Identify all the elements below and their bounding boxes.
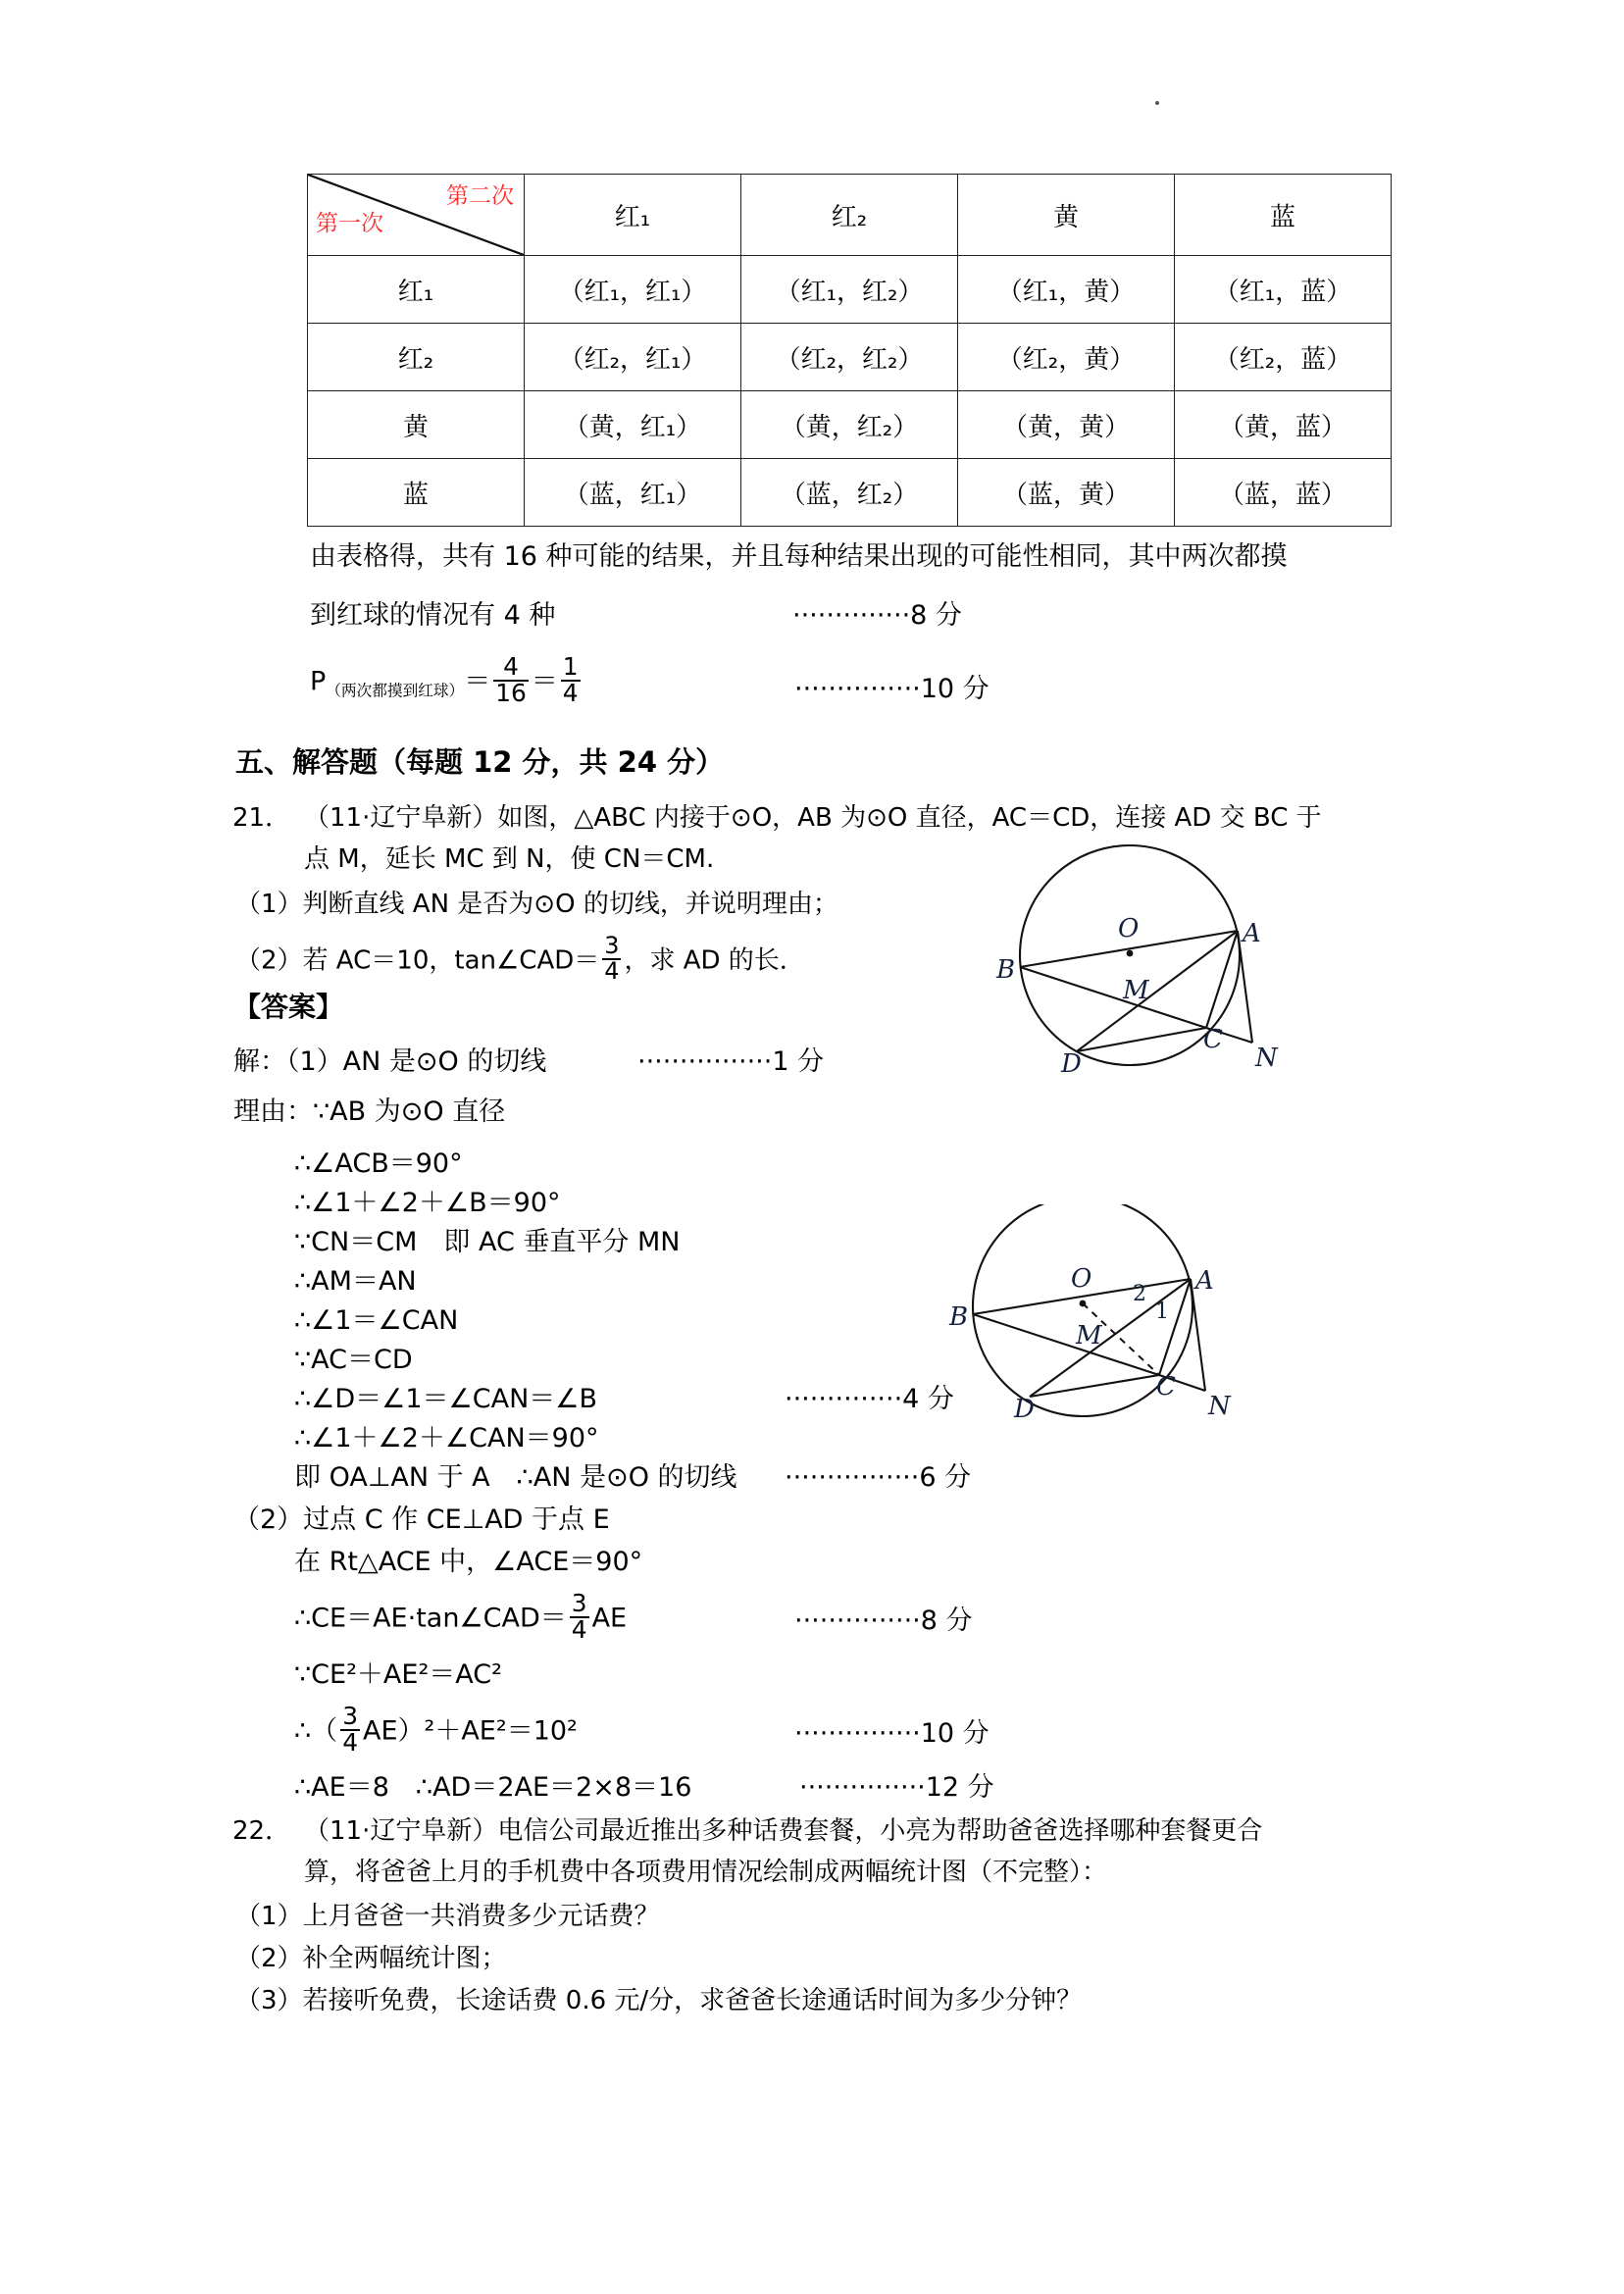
solution-line-dots: ··············4 分 (785, 1384, 954, 1414)
solution-line: ∴∠ACB＝90° (294, 1148, 463, 1179)
fraction-denominator: 4 (562, 678, 579, 707)
label-D: D (1014, 1395, 1035, 1424)
probability-p: P (310, 666, 327, 697)
problem-21-sub-1: （1）判断直线 AN 是否为⊙O 的切线，并说明理由； (235, 890, 838, 919)
table-row-header: 红₂ (308, 324, 525, 391)
fraction-numerator: 3 (571, 1589, 587, 1617)
probability-equals-2: ＝ (531, 666, 558, 697)
sub-2-post: ，求 AD 的长． (624, 945, 805, 976)
segment-AN (1191, 1279, 1205, 1391)
table-cell: （红₂，红₁） (525, 324, 741, 391)
solution-line: ∴∠D＝∠1＝∠CAN＝∠B (294, 1384, 598, 1414)
label-A: A (1195, 1266, 1214, 1296)
angle-label-2: 2 (1133, 1282, 1146, 1306)
fraction-numerator: 4 (503, 652, 519, 681)
segment-DC (1030, 1375, 1159, 1397)
fraction-denominator: 16 (495, 678, 527, 707)
table-cell: （黄，红₂） (741, 391, 958, 459)
table-cell: （黄，红₁） (525, 391, 741, 459)
fraction-denominator: 4 (571, 1614, 587, 1644)
table-cell: （黄，蓝） (1175, 391, 1392, 459)
table-cell: （红₂，红₂） (741, 324, 958, 391)
label-C: C (1156, 1372, 1176, 1402)
solution-line: ∴∠1＋∠2＋∠B＝90° (294, 1188, 561, 1218)
table-cell: （蓝，蓝） (1175, 459, 1392, 527)
calc-line-substitute-dots: ···············10 分 (794, 1718, 990, 1749)
conclusion-line-2: 到红球的情况有 4 种 (310, 600, 556, 631)
solution-line: （2）过点 C 作 CE⊥AD 于点 E (233, 1504, 610, 1535)
table-cell: （黄，黄） (958, 391, 1175, 459)
solution-line: ∵CN＝CM 即 AC 垂直平分 MN (294, 1227, 681, 1257)
probability-dots: ···············10 分 (794, 674, 990, 704)
calc-sub-post: AE）²＋AE²＝10² (362, 1715, 578, 1747)
solution-line: ∵AC＝CD (294, 1345, 413, 1375)
problem-22-sub-1: （1）上月爸爸一共消费多少元话费？ (235, 1902, 660, 1931)
problem-21-sub-2 (235, 932, 805, 986)
solution-line: 解：（1）AN 是⊙O 的切线 (233, 1046, 547, 1077)
fraction-denominator: 4 (604, 956, 620, 985)
table-row (308, 391, 1392, 459)
calc-line-final-dots: ···············12 分 (799, 1772, 994, 1803)
fraction-numerator: 3 (342, 1702, 358, 1730)
calc-ce-pre: ∴CE＝AE·tan∠CAD＝ (294, 1603, 567, 1634)
label-B: B (996, 955, 1016, 985)
probability-equals-1: ＝ (464, 666, 491, 697)
table-cell: （红₁，红₂） (741, 256, 958, 324)
table-row (308, 324, 1392, 391)
table-cell: （红₂，蓝） (1175, 324, 1392, 391)
conclusion-line-1: 由表格得，共有 16 种可能的结果，并且每种结果出现的可能性相同，其中两次都摸 (310, 541, 1288, 572)
calc-line-ce-dots: ···············8 分 (794, 1606, 973, 1636)
solution-line: 理由：∵AB 为⊙O 直径 (233, 1096, 506, 1127)
label-O: O (1118, 914, 1140, 943)
problem-22-sub-2: （2）补全两幅统计图； (235, 1944, 507, 1973)
circle-diagram-2-svg (934, 1204, 1345, 1489)
table-col-header: 蓝 (1175, 175, 1392, 256)
table-cell: （红₁，黄） (958, 256, 1175, 324)
table-cell: （蓝，黄） (958, 459, 1175, 527)
center-point-dot (1127, 950, 1134, 957)
calc-line-substitute (294, 1702, 578, 1758)
table-cell: （蓝，红₂） (741, 459, 958, 527)
problem-21-stem-line-1: （11·辽宁阜新）如图，△ABC 内接于⊙O，AB 为⊙O 直径，AC＝CD，连接 AD 交 BC 于 (304, 803, 1322, 833)
solution-line: ∴AM＝AN (294, 1266, 417, 1297)
corner-second-label: 第二次 (446, 183, 514, 209)
calc-sub-pre: ∴（ (294, 1715, 338, 1747)
probability-fraction-1 (493, 652, 529, 707)
fraction-numerator: 3 (604, 932, 620, 959)
table-cell: （红₁，红₁） (525, 256, 741, 324)
label-B: B (949, 1302, 969, 1332)
table-col-header: 红₂ (741, 175, 958, 256)
probability-subscript: （两次都摸到红球） (326, 681, 465, 700)
problem-22-sub-3: （3）若接听免费，长途话费 0.6 元/分，求爸爸长途通话时间为多少分钟？ (235, 1986, 1083, 2015)
table-row-header: 黄 (308, 391, 525, 459)
calc-line-ce (294, 1589, 628, 1645)
outcome-table (307, 174, 1392, 527)
probability-fraction-2 (561, 652, 581, 707)
table-row-header: 红₁ (308, 256, 525, 324)
solution-line: ∴∠1＝∠CAN (294, 1305, 459, 1336)
corner-first-label: 第一次 (316, 211, 383, 236)
circle-diagram-2 (934, 1204, 1345, 1489)
calc-ce-post: AE (591, 1603, 628, 1634)
label-O: O (1071, 1264, 1092, 1294)
solution-line: 在 Rt△ACE 中，∠ACE＝90° (294, 1547, 643, 1577)
sub-2-pre: （2）若 AC＝10，tan∠CAD＝ (235, 945, 600, 976)
conclusion-line-2-dots: ··············8 分 (792, 600, 962, 631)
label-N: N (1208, 1392, 1231, 1421)
table-cell: （红₁，蓝） (1175, 256, 1392, 324)
table-col-header: 黄 (958, 175, 1175, 256)
section-heading: 五、解答题（每题 12 分，共 24 分） (235, 745, 725, 779)
table-col-header: 红₁ (525, 175, 741, 256)
label-M: M (1076, 1321, 1102, 1351)
label-C: C (1203, 1025, 1223, 1054)
circle-diagram-1 (961, 834, 1373, 1118)
label-N: N (1255, 1044, 1278, 1073)
label-M: M (1123, 976, 1149, 1005)
answer-tag: 【答案】 (233, 991, 344, 1023)
page-top-dot (1155, 101, 1159, 105)
calc-line-final: ∴AE＝8 ∴AD＝2AE＝2×8＝16 (294, 1772, 692, 1803)
problem-21-number: 21． (232, 803, 291, 833)
table-row (308, 256, 1392, 324)
calc-ce-fraction (570, 1589, 589, 1644)
problem-22-stem-line-2: 算，将爸爸上月的手机费中各项费用情况绘制成两幅统计图（不完整）： (304, 1858, 1108, 1887)
fraction-numerator: 1 (562, 652, 579, 681)
table-corner-cell (308, 175, 525, 256)
center-point-dot (1080, 1300, 1087, 1307)
table-row-header: 蓝 (308, 459, 525, 527)
solution-line: 即 OA⊥AN 于 A ∴AN 是⊙O 的切线 (294, 1462, 737, 1493)
problem-21-stem-line-2: 点 M，延长 MC 到 N，使 CN＝CM. (304, 844, 715, 874)
circle-diagram-1-svg (961, 834, 1373, 1118)
label-D: D (1061, 1049, 1082, 1079)
calc-line-pythagoras: ∵CE²＋AE²＝AC² (294, 1659, 502, 1690)
segment-AC (1159, 1279, 1191, 1375)
segment-DC (1077, 1028, 1206, 1051)
fraction-denominator: 4 (342, 1727, 358, 1757)
sub-2-fraction (602, 932, 621, 985)
table-cell: （蓝，红₁） (525, 459, 741, 527)
table-header-row (308, 175, 1392, 256)
label-A: A (1243, 919, 1261, 948)
probability-formula (310, 652, 584, 708)
table-row (308, 459, 1392, 527)
problem-22-stem-line-1: （11·辽宁阜新）电信公司最近推出多种话费套餐，小亮为帮助爸爸选择哪种套餐更合 (304, 1816, 1263, 1846)
problem-22-number: 22． (232, 1816, 291, 1846)
table-cell: （红₂，黄） (958, 324, 1175, 391)
calc-sub-fraction (340, 1702, 360, 1757)
angle-label-1: 1 (1155, 1300, 1169, 1324)
solution-line-dots: ················1 分 (637, 1046, 825, 1077)
solution-line-dots: ················6 分 (785, 1462, 972, 1493)
solution-line: ∴∠1＋∠2＋∠CAN＝90° (294, 1423, 599, 1453)
